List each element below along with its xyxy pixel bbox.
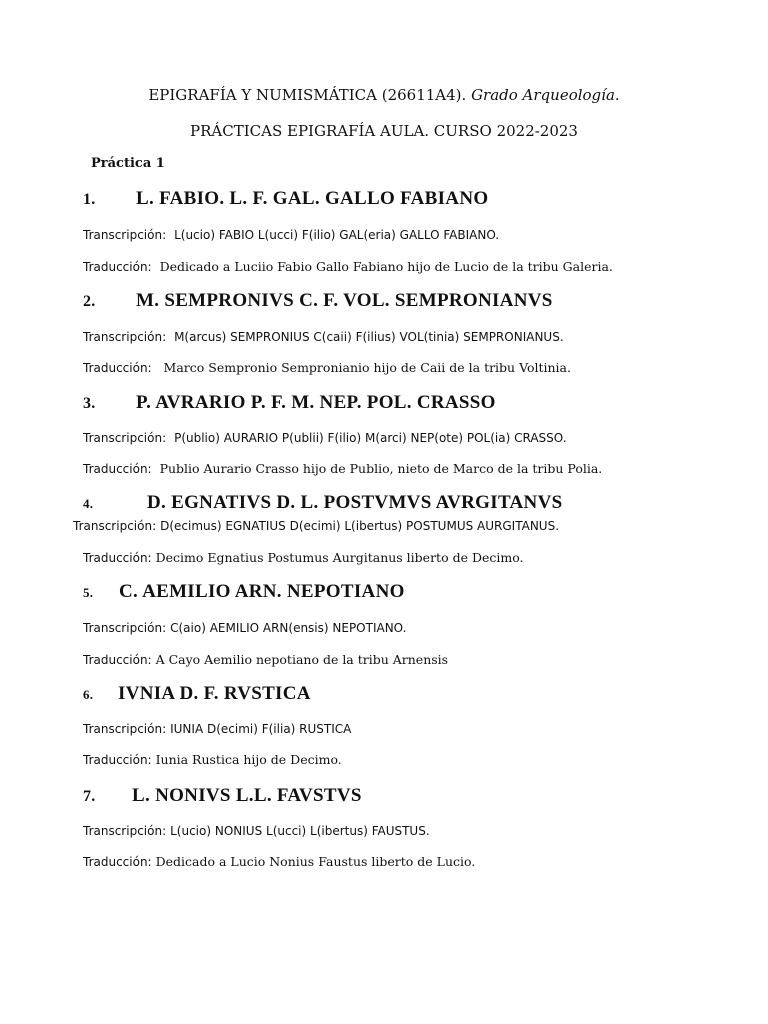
transcription-line xyxy=(83,823,430,838)
transcription-label: Transcripción: xyxy=(73,519,157,533)
title-main: EPIGRAFÍA Y NUMISMÁTICA (26611A4). xyxy=(148,86,467,104)
translation-label: Traducción: xyxy=(83,855,152,869)
transcription-text: C(aio) AEMILIO ARN(ensis) NEPOTIANO. xyxy=(170,621,407,635)
transcription-line xyxy=(83,329,564,344)
translation-label: Traducción: xyxy=(83,753,152,767)
transcription-text: P(ublio) AURARIO P(ublii) F(ilio) M(arci) NEP(ote) POL(ia) CRASSO. xyxy=(174,431,567,445)
entry-heading xyxy=(83,581,405,603)
transcription-text: M(arcus) SEMPRONIUS C(caii) F(ilius) VOL(tinia) SEMPRONIANUS. xyxy=(174,330,564,344)
entry-inscription: C. AEMILIO ARN. NEPOTIANO xyxy=(119,581,405,602)
translation-text: A Cayo Aemilio nepotiano de la tribu Arnensis xyxy=(155,652,449,667)
transcription-label: Transcripción: xyxy=(83,228,167,242)
entry-inscription: P. AVRARIO P. F. M. NEP. POL. CRASSO xyxy=(136,392,496,413)
transcription-text: L(ucio) NONIUS L(ucci) L(ibertus) FAUSTUS. xyxy=(170,824,430,838)
translation-label: Traducción: xyxy=(83,462,152,476)
transcription-line xyxy=(83,721,351,736)
entry-heading xyxy=(83,785,362,807)
entry-heading xyxy=(83,188,488,210)
entry-number: 3. xyxy=(83,395,96,412)
transcription-text: D(ecimus) EGNATIUS D(ecimi) L(ibertus) POSTUMUS AURGITANUS. xyxy=(160,519,560,533)
translation-label: Traducción: xyxy=(83,653,152,667)
transcription-label: Transcripción: xyxy=(83,330,167,344)
transcription-label: Transcripción: xyxy=(83,621,167,635)
translation-line xyxy=(83,550,524,565)
entry-inscription: D. EGNATIVS D. L. POSTVMVS AVRGITANVS xyxy=(147,492,563,513)
document-title xyxy=(0,86,768,104)
translation-line xyxy=(83,461,602,476)
entry-inscription: IVNIA D. F. RVSTICA xyxy=(118,683,311,704)
title-italic: Grado Arqueología. xyxy=(471,86,620,104)
entry-heading xyxy=(83,492,562,514)
translation-text: Marco Sempronio Sempronianio hijo de Caii de la tribu Voltinia. xyxy=(163,360,571,375)
entry-inscription: L. FABIO. L. F. GAL. GALLO FABIANO xyxy=(136,188,489,209)
translation-label: Traducción: xyxy=(83,361,152,375)
entry-inscription: M. SEMPRONIVS C. F. VOL. SEMPRONIANVS xyxy=(136,290,553,311)
entry-heading xyxy=(83,392,496,414)
entry-number: 2. xyxy=(83,293,96,310)
translation-line xyxy=(83,652,448,667)
transcription-label: Transcripción: xyxy=(83,431,167,445)
transcription-line xyxy=(83,227,499,242)
entry-number: 6. xyxy=(83,687,94,702)
entry-number: 1. xyxy=(83,191,96,208)
transcription-text: L(ucio) FABIO L(ucci) F(ilio) GAL(eria) GALLO FABIANO. xyxy=(174,228,500,242)
translation-text: Publio Aurario Crasso hijo de Publio, nieto de Marco de la tribu Polia. xyxy=(159,461,603,476)
translation-line xyxy=(83,854,475,869)
translation-line xyxy=(83,752,342,767)
translation-line xyxy=(83,259,613,274)
transcription-text: IUNIA D(ecimi) F(ilia) RUSTICA xyxy=(170,722,352,736)
transcription-line xyxy=(83,620,406,635)
transcription-line xyxy=(73,518,559,533)
entry-number: 5. xyxy=(83,585,94,600)
transcription-label: Transcripción: xyxy=(83,722,167,736)
entry-heading xyxy=(83,683,311,705)
transcription-line xyxy=(83,430,567,445)
entry-number: 7. xyxy=(83,788,96,805)
translation-text: Dedicado a Lucio Nonius Faustus liberto de Lucio. xyxy=(155,854,476,869)
translation-text: Dedicado a Luciio Fabio Gallo Fabiano hijo de Lucio de la tribu Galeria. xyxy=(159,259,613,274)
translation-label: Traducción: xyxy=(83,551,152,565)
entry-inscription: L. NONIVS L.L. FAVSTVS xyxy=(132,785,362,806)
transcription-label: Transcripción: xyxy=(83,824,167,838)
translation-line xyxy=(83,360,571,375)
entry-heading xyxy=(83,290,553,312)
translation-text: Decimo Egnatius Postumus Aurgitanus liberto de Decimo. xyxy=(155,550,524,565)
practica-label: Práctica 1 xyxy=(91,156,165,171)
translation-text: Iunia Rustica hijo de Decimo. xyxy=(155,752,342,767)
entry-number: 4. xyxy=(83,496,94,511)
translation-label: Traducción: xyxy=(83,260,152,274)
document-subtitle: PRÁCTICAS EPIGRAFÍA AULA. CURSO 2022-2023 xyxy=(190,122,578,140)
